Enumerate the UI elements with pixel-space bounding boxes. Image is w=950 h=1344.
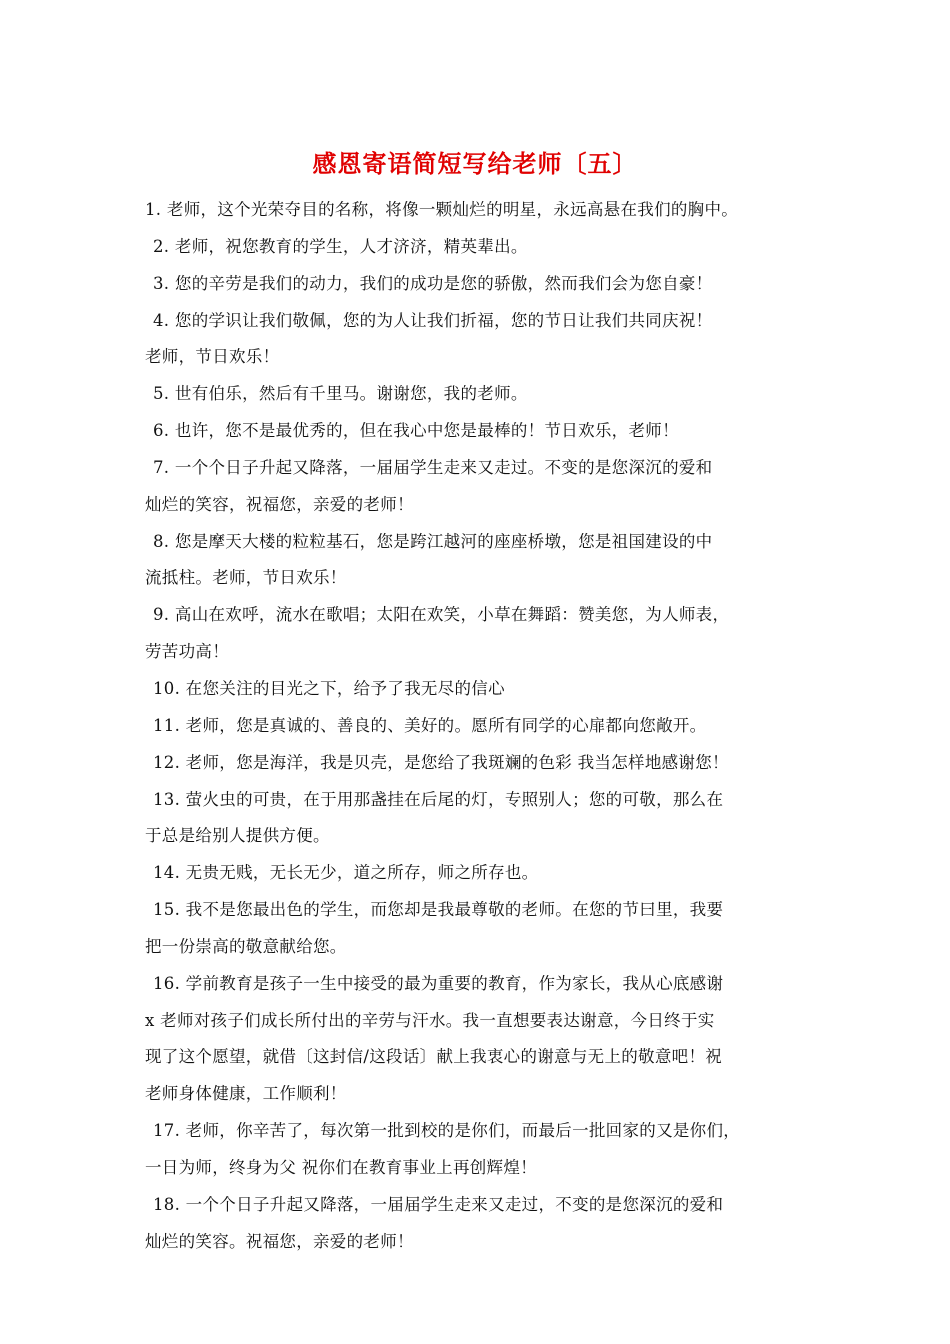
text-line: 劳苦功高！ [145,642,229,661]
text-line: 于总是给别人提供方便。 [145,826,330,845]
text-line: 15. 我不是您最出色的学生，而您却是我最尊敬的老师。在您的节曰里，我要 [153,900,724,919]
text-line: x 老师对孩子们成长所付出的辛劳与汗水。我一直想要表达谢意，今日终于实 [145,1011,715,1030]
text-line: 12. 老师，您是海洋，我是贝壳，是您给了我斑斓的色彩 我当怎样地感谢您！ [153,753,729,772]
text-line: 16. 学前教育是孩子一生中接受的最为重要的教育，作为家长，我从心底感谢 [153,974,724,993]
text-line: 1. 老师，这个光荣夺目的名称，将像一颗灿烂的明星，永远高悬在我们的胸中。 [145,200,739,219]
text-line: 6. 也许，您不是最优秀的，但在我心中您是最棒的！节日欢乐，老师！ [153,421,679,440]
text-line: 8. 您是摩天大楼的粒粒基石，您是跨江越河的座座桥墩，您是祖国建设的中 [153,532,713,551]
text-line: 10. 在您关注的目光之下，给予了我无尽的信心 [153,679,505,698]
text-line: 7. 一个个日子升起又降落，一届届学生走来又走过。不变的是您深沉的爱和 [153,458,713,477]
text-line: 9. 高山在欢呼，流水在歌唱；太阳在欢笑，小草在舞蹈：赞美您，为人师表， [153,605,730,624]
text-line: 老师身体健康，工作顺利！ [145,1084,347,1103]
text-line: 17. 老师，你辛苦了，每次第一批到校的是你们，而最后一批回家的又是你们， [153,1121,741,1140]
text-line: 灿烂的笑容，祝福您，亲爱的老师！ [145,495,414,514]
text-line: 现了这个愿望，就借〔这封信/这段话〕献上我衷心的谢意与无上的敬意吧！祝 [145,1047,723,1066]
text-line: 老师，节日欢乐！ [145,347,280,366]
text-line: 13. 萤火虫的可贵，在于用那盏挂在后尾的灯，专照别人；您的可敬，那么在 [153,790,724,809]
text-line: 一日为师，终身为父 祝你们在教育事业上再创辉煌！ [145,1158,537,1177]
text-line: 11. 老师，您是真诚的、善良的、美好的。愿所有同学的心扉都向您敞开。 [153,716,707,735]
text-line: 2. 老师，祝您教育的学生，人才济济，精英辈出。 [153,237,528,256]
text-line: 4. 您的学识让我们敬佩，您的为人让我们折福，您的节日让我们共同庆祝！ [153,311,713,330]
text-line: 流抵柱。老师，节日欢乐！ [145,568,347,587]
text-line: 5. 世有伯乐，然后有千里马。谢谢您，我的老师。 [153,384,528,403]
text-line: 灿烂的笑容。祝福您，亲爱的老师！ [145,1232,414,1251]
text-line: 把一份崇高的敬意献给您。 [145,937,347,956]
text-line: 3. 您的辛劳是我们的动力，我们的成功是您的骄傲，然而我们会为您自豪！ [153,274,713,293]
document-title: 感恩寄语简短写给老师〔五〕 [312,149,638,178]
text-line: 18. 一个个日子升起又降落，一届届学生走来又走过，不变的是您深沉的爱和 [153,1195,724,1214]
text-line: 14. 无贵无贱，无长无少，道之所存，师之所存也。 [153,863,539,882]
